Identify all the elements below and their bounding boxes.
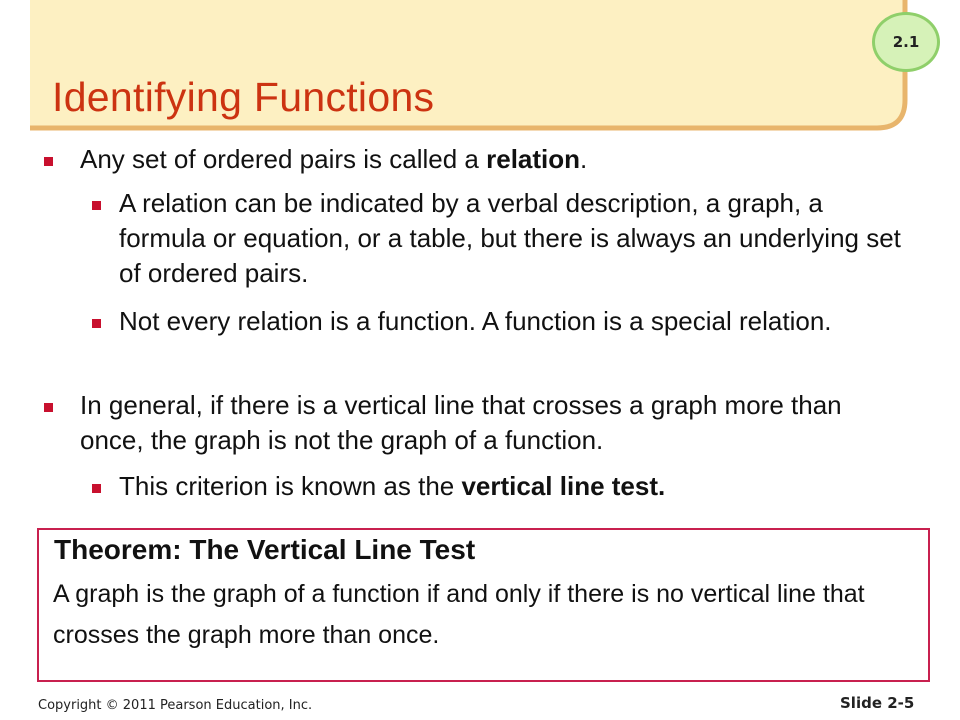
bullet-text: This criterion is known as the — [119, 471, 462, 501]
theorem-title: Theorem: The Vertical Line Test — [54, 534, 476, 565]
page-title: Identifying Functions — [52, 74, 435, 120]
bullet-vertical-line-test — [119, 469, 909, 504]
slide-number: Slide 2-5 — [840, 694, 915, 712]
bullet-bold-term: relation — [486, 144, 581, 174]
bullet-square-icon — [92, 484, 101, 493]
theorem-statement: A graph is the graph of a function if and only if there is no vertical line that crosses the graph more than once. — [53, 580, 865, 649]
bullet-text: In general, if there is a vertical line that crosses a graph more than once, the graph is not the graph of a function. — [80, 390, 842, 455]
bullet-square-icon — [92, 319, 101, 328]
bullet-text: A relation can be indicated by a verbal description, a graph, a formula or equation, or a table, but there is always an underlying set of ordered pairs. — [119, 188, 901, 288]
bullet-bold-term: vertical line test. — [461, 471, 666, 501]
bullet-not-every-relation — [119, 304, 909, 339]
bullet-text-end: . — [580, 144, 588, 174]
theorem-box — [37, 528, 930, 682]
bullet-square-icon — [92, 201, 101, 210]
bullet-relation-representations — [119, 186, 909, 291]
copyright-notice: Copyright © 2011 Pearson Education, Inc. — [38, 698, 313, 713]
bullet-square-icon — [44, 157, 53, 166]
bullet-square-icon — [44, 403, 53, 412]
bullet-text: Not every relation is a function. A function is a special relation. — [119, 306, 832, 336]
section-badge: 2.1 — [872, 12, 940, 72]
bullet-relation-definition — [80, 142, 900, 177]
bullet-vertical-line-general — [80, 388, 900, 458]
bullet-text: Any set of ordered pairs is called a — [80, 144, 487, 174]
